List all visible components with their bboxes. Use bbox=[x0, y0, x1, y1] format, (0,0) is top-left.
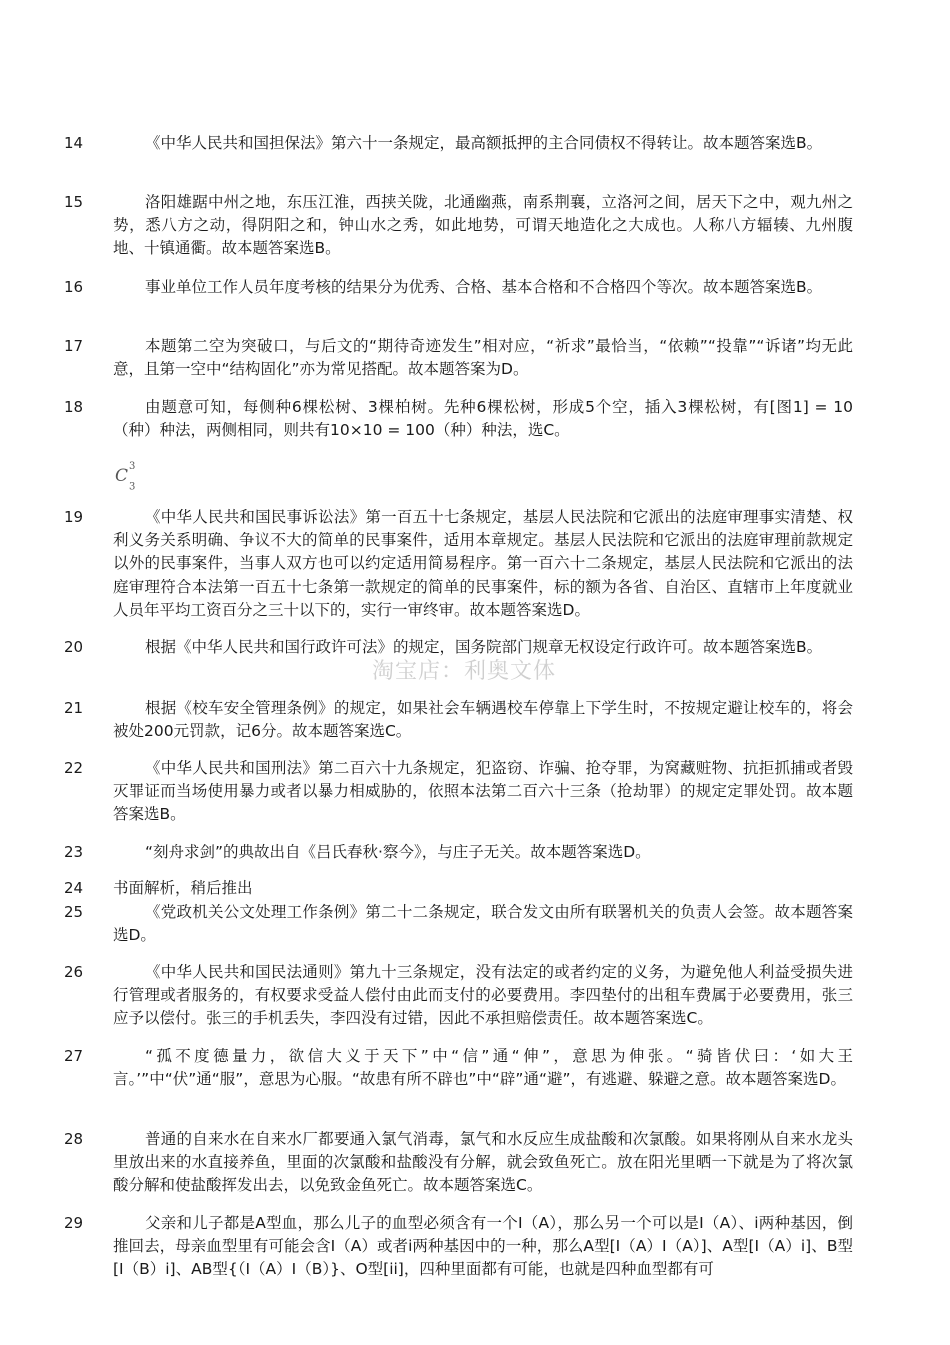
formula-sup: 3 bbox=[129, 461, 136, 472]
item-explanation: 事业单位工作人员年度考核的结果分为优秀、合格、基本合格和不合格四个等次。故本题答案选B。 bbox=[145, 278, 823, 296]
item-explanation: “孤不度德量力，欲信大义于天下”中“信”通“伸”，意思为伸张。“骑皆伏曰：‘如大王言。’”中“伏”通“服”，意思为心服。“故患有所不辟也”中“辟”通“避”，有逃避、躲避之意。故本题答案选D。 bbox=[113, 1047, 853, 1089]
item-explanation: 洛阳雄踞中州之地，东压江淮，西挟关陇，北通幽燕，南系荆襄，立洛河之间，居天下之中，观九州之势，悉八方之动，得阴阳之和，钟山水之秀，如此地势，可谓天地造化之大成也。人称八方辐辏、九州腹地、十镇通衢。故本题答案选B。 bbox=[113, 193, 853, 258]
item-explanation: 根据《中华人民共和国行政许可法》的规定，国务院部门规章无权设定行政许可。故本题答案选B。 bbox=[145, 638, 823, 656]
item-number: 29 bbox=[64, 1214, 84, 1232]
item-number: 28 bbox=[64, 1130, 84, 1148]
item-number: 15 bbox=[64, 193, 84, 211]
item-explanation: 《中华人民共和国民法通则》第九十三条规定，没有法定的或者约定的义务，为避免他人利益受损失进行管理或者服务的，有权要求受益人偿付由此而支付的必要费用。李四垫付的出租车费属于必要费用，张三应予以偿付。张三的手机丢失，李四没有过错，因此不承担赔偿责任。故本题答案选C。 bbox=[113, 963, 853, 1028]
item-explanation: “刻舟求剑”的典故出自《吕氏春秋·察今》，与庄子无关。故本题答案选D。 bbox=[145, 843, 651, 861]
item-explanation: 《党政机关公文处理工作条例》第二十二条规定，联合发文由所有联署机关的负责人会签。故本题答案选D。 bbox=[113, 903, 853, 945]
item-explanation: 普通的自来水在自来水厂都要通入氯气消毒，氯气和水反应生成盐酸和次氯酸。如果将刚从自来水龙头里放出来的水直接养鱼，里面的次氯酸和盐酸没有分解，就会致鱼死亡。放在阳光里晒一下就是为了将次氯酸分解和使盐酸挥发出去，以免致金鱼死亡。故本题答案选C。 bbox=[113, 1130, 853, 1195]
item-number: 26 bbox=[64, 963, 84, 981]
item-explanation: 由题意可知，每侧种6棵松树、3棵柏树。先种6棵松树，形成5个空，插入3棵松树，有[图1] = 10（种）种法，两侧相同，则共有10×10 = 100（种）种法，选C。 bbox=[113, 398, 853, 440]
item-number: 27 bbox=[64, 1047, 84, 1065]
item-number: 19 bbox=[64, 508, 84, 526]
item-number: 17 bbox=[64, 337, 84, 355]
item-explanation: 父亲和儿子都是A型血，那么儿子的血型必须含有一个I（A），那么另一个可以是I（A）、i两种基因，倒推回去，母亲血型里有可能会含I（A）或者i两种基因中的一种，那么A型[I（A）I（A）]、A型[I（A）i]、B型[I（B）i]、AB型{（I（A）I（B）}、O型[ii]，四种里面都有可能，也就是四种血型都有可 bbox=[113, 1214, 853, 1279]
item-explanation: 本题第二空为突破口，与后文的“期待奇迹发生”相对应，“祈求”最恰当，“依赖”“投靠”“诉诸”均无此意，且第一空中“结构固化”亦为常见搭配。故本题答案为D。 bbox=[113, 337, 853, 379]
item-number: 22 bbox=[64, 759, 84, 777]
item-number: 20 bbox=[64, 638, 84, 656]
item-explanation: 根据《校车安全管理条例》的规定，如果社会车辆遇校车停靠上下学生时，不按规定避让校车的，将会被处200元罚款，记6分。故本题答案选C。 bbox=[113, 699, 853, 741]
item-number: 25 bbox=[64, 903, 84, 921]
combination-formula bbox=[115, 462, 135, 491]
formula-sub: 3 bbox=[129, 481, 136, 493]
item-number: 21 bbox=[64, 699, 84, 717]
item-number: 24 bbox=[64, 879, 84, 897]
item-explanation: 《中华人民共和国刑法》第二百六十九条规定，犯盗窃、诈骗、抢夺罪，为窝藏赃物、抗拒抓捕或者毁灭罪证而当场使用暴力或者以暴力相威胁的，依照本法第二百六十三条（抢劫罪）的规定定罪处罚。故本题答案选B。 bbox=[113, 759, 853, 824]
item-number: 14 bbox=[64, 134, 84, 152]
item-number: 16 bbox=[64, 278, 84, 296]
item-number: 23 bbox=[64, 843, 84, 861]
item-explanation: 《中华人民共和国民事诉讼法》第一百五十七条规定，基层人民法院和它派出的法庭审理事实清楚、权利义务关系明确、争议不大的简单的民事案件，适用本章规定。基层人民法院和它派出的法庭审理前款规定以外的民事案件，当事人双方也可以约定适用简易程序。第一百六十二条规定，基层人民法院和它派出的法庭审理符合本法第一百五十七条第一款规定的简单的民事案件，标的额为各省、自治区、直辖市上年度就业人员年平均工资百分之三十以下的，实行一审终审。故本题答案选D。 bbox=[113, 508, 853, 619]
item-explanation: 书面解析，稍后推出 bbox=[113, 879, 253, 897]
item-explanation: 《中华人民共和国担保法》第六十一条规定，最高额抵押的主合同债权不得转让。故本题答案选B。 bbox=[145, 134, 823, 152]
formula-letter: C bbox=[115, 466, 129, 487]
watermark: 淘宝店：利奥文体 bbox=[372, 659, 557, 684]
item-number: 18 bbox=[64, 398, 84, 416]
